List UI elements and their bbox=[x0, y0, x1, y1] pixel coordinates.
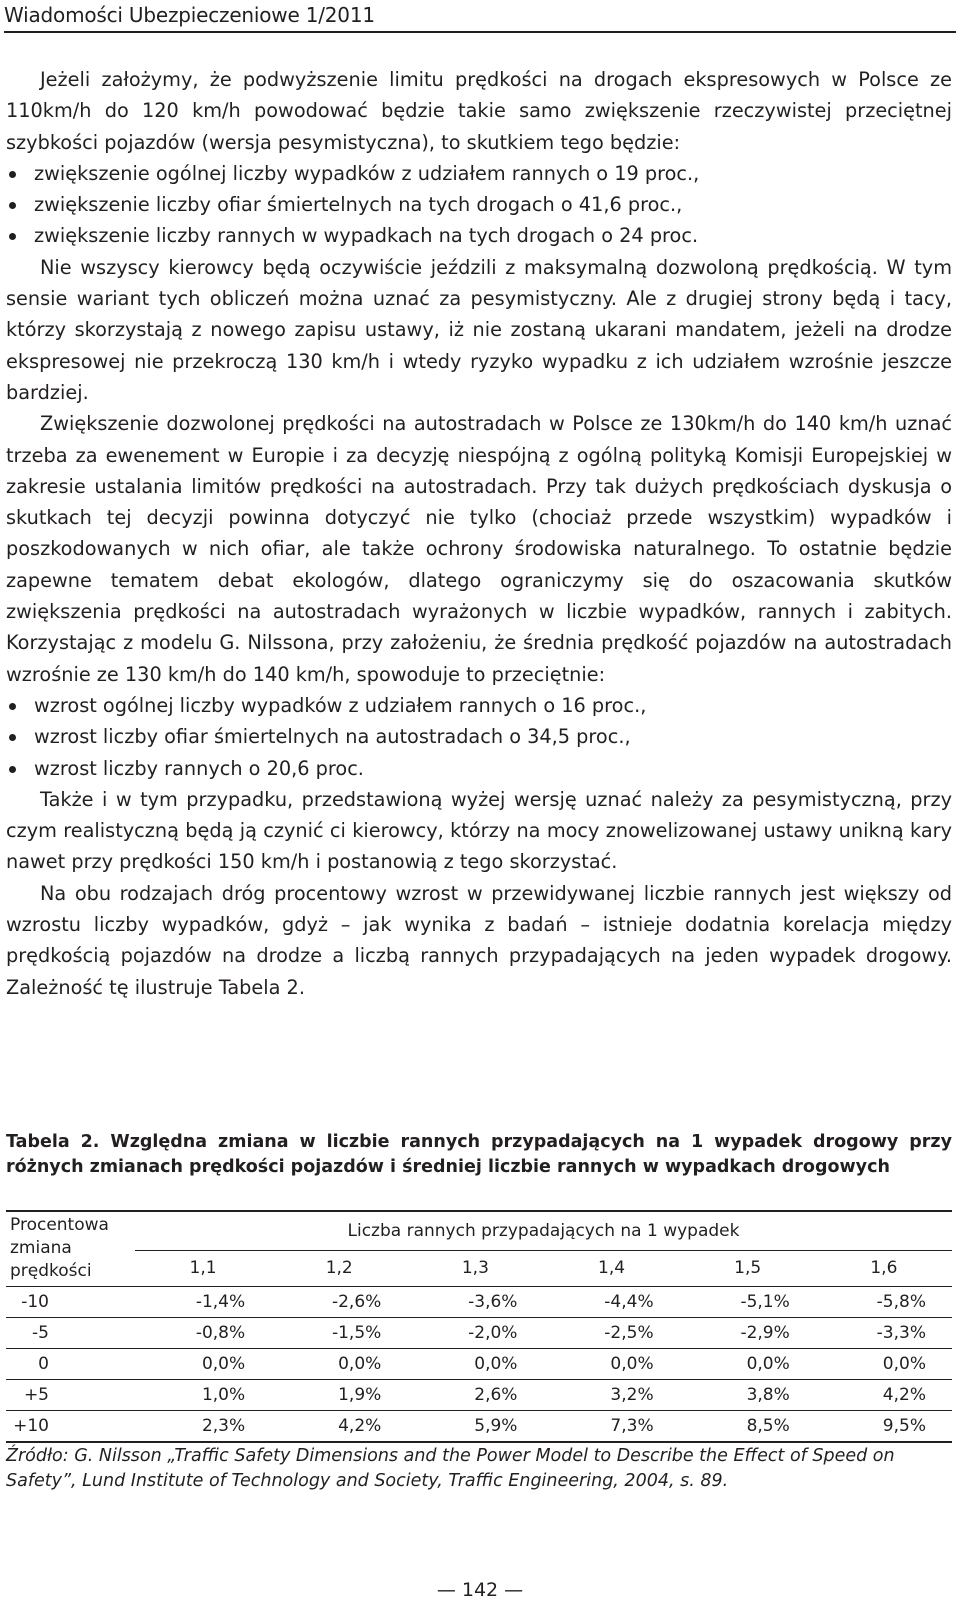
column-header: 1,1 bbox=[189, 1258, 217, 1279]
column-header: 1,4 bbox=[598, 1258, 626, 1279]
list-item: zwiększenie ogólnej liczby wypadków z udziałem rannych o 19 proc., bbox=[6, 158, 952, 189]
list-item: wzrost ogólnej liczby wypadków z udziałem rannych o 16 proc., bbox=[6, 690, 952, 721]
table-cell: -3,6% bbox=[407, 1287, 543, 1318]
data-table bbox=[6, 1210, 952, 1443]
table-row bbox=[6, 1287, 952, 1318]
column-header: 1,3 bbox=[461, 1258, 489, 1279]
table-cell: 3,8% bbox=[680, 1380, 816, 1411]
column-header: 1,6 bbox=[870, 1258, 898, 1279]
table-cell: -3,3% bbox=[816, 1318, 952, 1349]
page-number: — 142 — bbox=[436, 1579, 524, 1601]
table-cell: 4,2% bbox=[816, 1380, 952, 1411]
table-cell: 4,2% bbox=[271, 1411, 407, 1443]
table-row bbox=[6, 1349, 952, 1380]
row-header: +5 bbox=[6, 1380, 135, 1411]
table-cell: -2,5% bbox=[543, 1318, 679, 1349]
table-cell: 0,0% bbox=[543, 1349, 679, 1380]
table-cell: 9,5% bbox=[816, 1411, 952, 1443]
bullet-list bbox=[6, 690, 952, 784]
table-cell: 0,0% bbox=[271, 1349, 407, 1380]
table-cell: -0,8% bbox=[135, 1318, 271, 1349]
running-header: Wiadomości Ubezpieczeniowe 1/2011 bbox=[4, 3, 375, 27]
table-cell: 2,6% bbox=[407, 1380, 543, 1411]
paragraph: Zwiększenie dozwolonej prędkości na autostradach w Polsce ze 130km/h do 140 km/h uznać trzeba za ewenement w Europie i za decyzję niespójną z ogólną polityką Komisji Europejskiej w zakresie ustalania limitów prędkości na autostradach. Przy tak dużych prędkościach dyskusja o skutkach tej decyzji powinna dotyczyć nie tylko (chociaż przede wszystkim) wypadków i poszkodowanych w nich ofiar, ale także ochrony środowiska naturalnego. To ostatnie będzie zapewne tematem debat ekologów, dlatego ograniczymy się do oszacowania skutków zwiększenia prędkości na autostradach wyrażonych w liczbie wypadków, rannych i zabitych. Korzystając z modelu G. Nilssona, przy założeniu, że średnia prędkość pojazdów na autostradach wzrośnie ze 130 km/h do 140 km/h, spowoduje to przeciętnie: bbox=[6, 412, 952, 686]
list-item: wzrost liczby ofiar śmiertelnych na autostradach o 34,5 proc., bbox=[6, 721, 952, 752]
paragraph: Także i w tym przypadku, przedstawioną wyżej wersję uznać należy za pesymistyczną, przy czym realistyczną będą ją czynić ci kierowcy, którzy na mocy znowelizowanej ustawy unikną kary nawet przy prędkości 150 km/h i postanowią z tego skorzystać. bbox=[6, 787, 952, 874]
table-cell: 3,2% bbox=[543, 1380, 679, 1411]
table-cell: 0,0% bbox=[407, 1349, 543, 1380]
paragraph: Na obu rodzajach dróg procentowy wzrost w przewidywanej liczbie rannych jest większy od wzrostu liczby wypadków, gdyż – jak wynika z badań – istnieje dodatnia korelacja między prędkością pojazdów na drodze a liczbą rannych przypadających na jeden wypadek drogowy. Zależność tę ilustruje Tabela 2. bbox=[6, 881, 952, 999]
row-header: +10 bbox=[6, 1411, 135, 1443]
table-cell: 5,9% bbox=[407, 1411, 543, 1443]
bullet-list bbox=[6, 158, 952, 252]
table-caption: Tabela 2. Względna zmiana w liczbie rannych przypadających na 1 wypadek drogowy przy różnych zmianach prędkości pojazdów i średniej liczbie rannych w wypadkach drogowych bbox=[6, 1132, 952, 1177]
article-body bbox=[6, 64, 952, 1003]
table-cell: -5,1% bbox=[680, 1287, 816, 1318]
table-cell: 8,5% bbox=[680, 1411, 816, 1443]
table-corner-header: Procentowa zmiana prędkości bbox=[6, 1211, 135, 1287]
table-row bbox=[6, 1411, 952, 1443]
list-item: zwiększenie liczby rannych w wypadkach na tych drogach o 24 proc. bbox=[6, 220, 952, 251]
row-header: -10 bbox=[6, 1287, 135, 1318]
list-item: zwiększenie liczby ofiar śmiertelnych na tych drogach o 41,6 proc., bbox=[6, 189, 952, 220]
table-cell: -1,5% bbox=[271, 1318, 407, 1349]
table-group-header: Liczba rannych przypadających na 1 wypadek bbox=[135, 1211, 952, 1250]
list-item: wzrost liczby rannych o 20,6 proc. bbox=[6, 753, 952, 784]
paragraph: Nie wszyscy kierowcy będą oczywiście jeździli z maksymalną dozwoloną prędkością. W tym sensie wariant tych obliczeń można uznać za pesymistyczny. Ale z drugiej strony będą i tacy, którzy skorzystają z nowego zapisu ustawy, iż nie zostaną ukarani mandatem, jeżeli na drodze ekspresowej nie przekroczą 130 km/h i wtedy ryzyko wypadku z ich udziałem wzrośnie jeszcze bardziej. bbox=[6, 255, 952, 404]
row-header: 0 bbox=[6, 1349, 135, 1380]
table-cell: -2,6% bbox=[271, 1287, 407, 1318]
table-cell: -5,8% bbox=[816, 1287, 952, 1318]
paragraph: Jeżeli założymy, że podwyższenie limitu prędkości na drogach ekspresowych w Polsce ze 110km/h do 120 km/h powodować będzie takie samo zwiększenie rzeczywistej przeciętnej szybkości pojazdów (wersja pesymistyczna), to skutkiem tego będzie: bbox=[6, 68, 952, 154]
header-divider bbox=[4, 31, 956, 33]
table-cell: 1,0% bbox=[135, 1380, 271, 1411]
source-citation: Źródło: G. Nilsson „Traffic Safety Dimensions and the Power Model to Describe the Effect of Speed on Safety”, Lund Institute of Technology and Society, Traffic Engineering, 2004, s. 89. bbox=[6, 1446, 895, 1491]
table-row bbox=[6, 1318, 952, 1349]
column-header: 1,2 bbox=[325, 1258, 353, 1279]
table-cell: 7,3% bbox=[543, 1411, 679, 1443]
table-cell: -4,4% bbox=[543, 1287, 679, 1318]
table-cell: 1,9% bbox=[271, 1380, 407, 1411]
column-header: 1,5 bbox=[734, 1258, 762, 1279]
table-cell: -2,9% bbox=[680, 1318, 816, 1349]
table-cell: 0,0% bbox=[816, 1349, 952, 1380]
table-cell: -2,0% bbox=[407, 1318, 543, 1349]
table-cell: 0,0% bbox=[680, 1349, 816, 1380]
table-row bbox=[6, 1380, 952, 1411]
row-header: -5 bbox=[6, 1318, 135, 1349]
table-cell: -1,4% bbox=[135, 1287, 271, 1318]
table-cell: 2,3% bbox=[135, 1411, 271, 1443]
table-cell: 0,0% bbox=[135, 1349, 271, 1380]
